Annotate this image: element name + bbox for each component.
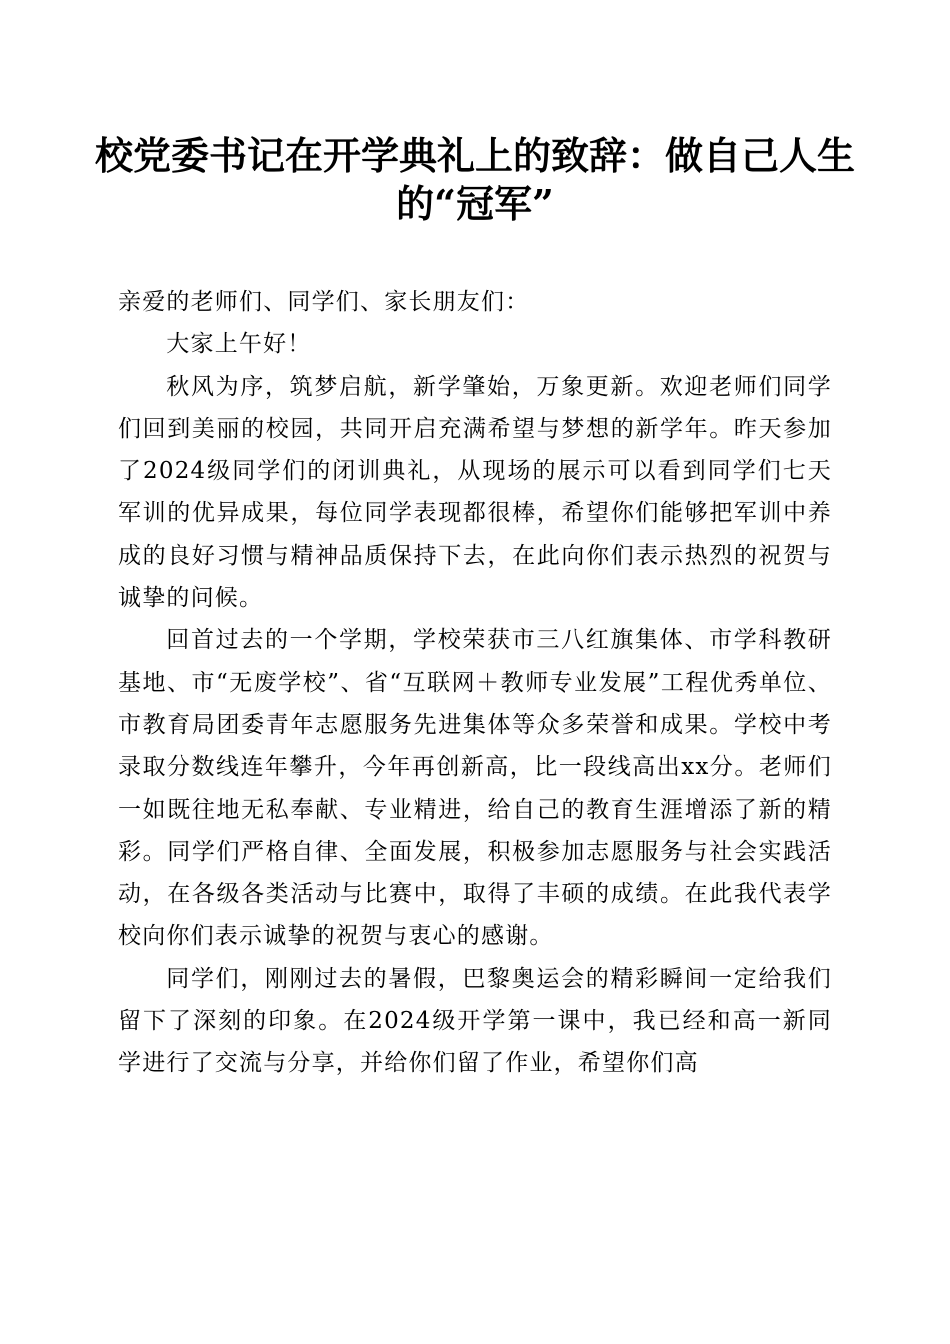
title-line-2: 的“冠军” (396, 181, 554, 226)
paragraph-1: 秋风为序，筑梦启航，新学肇始，万象更新。欢迎老师们同学们回到美丽的校园，共同开启充满希望与梦想的新学年。昨天参加了2024级同学们的闭训典礼，从现场的展示可以看到同学们七天军训的优异成果，每位同学表现都很棒，希望你们能够把军训中养成的良好习惯与精神品质保持下去，在此向你们表示热烈的祝贺与诚挚的问候。 (118, 373, 832, 612)
greeting: 大家上午好！ (166, 331, 312, 358)
paragraph-2: 回首过去的一个学期，学校荣获市三八红旗集体、市学科教研基地、市“无废学校”、省“互联网＋教师专业发展”工程优秀单位、市教育局团委青年志愿服务先进集体等众多荣誉和成果。学校中考录取分数线连年攀升，今年再创新高，比一段线高出xx分。老师们一如既往地无私奉献、专业精进，给自己的教育生涯增添了新的精彩。同学们严格自律、全面发展，积极参加志愿服务与社会实践活动，在各级各类活动与比赛中，取得了丰硕的成绩。在此我代表学校向你们表示诚挚的祝贺与衷心的感谢。 (118, 627, 832, 950)
document-title (0, 132, 950, 228)
salutation: 亲爱的老师们、同学们、家长朋友们： (118, 289, 530, 315)
paragraph-3: 同学们，刚刚过去的暑假，巴黎奥运会的精彩瞬间一定给我们留下了深刻的印象。在2024级开学第一课中，我已经和高一新同学进行了交流与分享，并给你们留了作业，希望你们高 (118, 965, 832, 1077)
title-line-1: 校党委书记在开学典礼上的致辞：做自己人生 (94, 133, 855, 178)
document-body (118, 281, 832, 1085)
